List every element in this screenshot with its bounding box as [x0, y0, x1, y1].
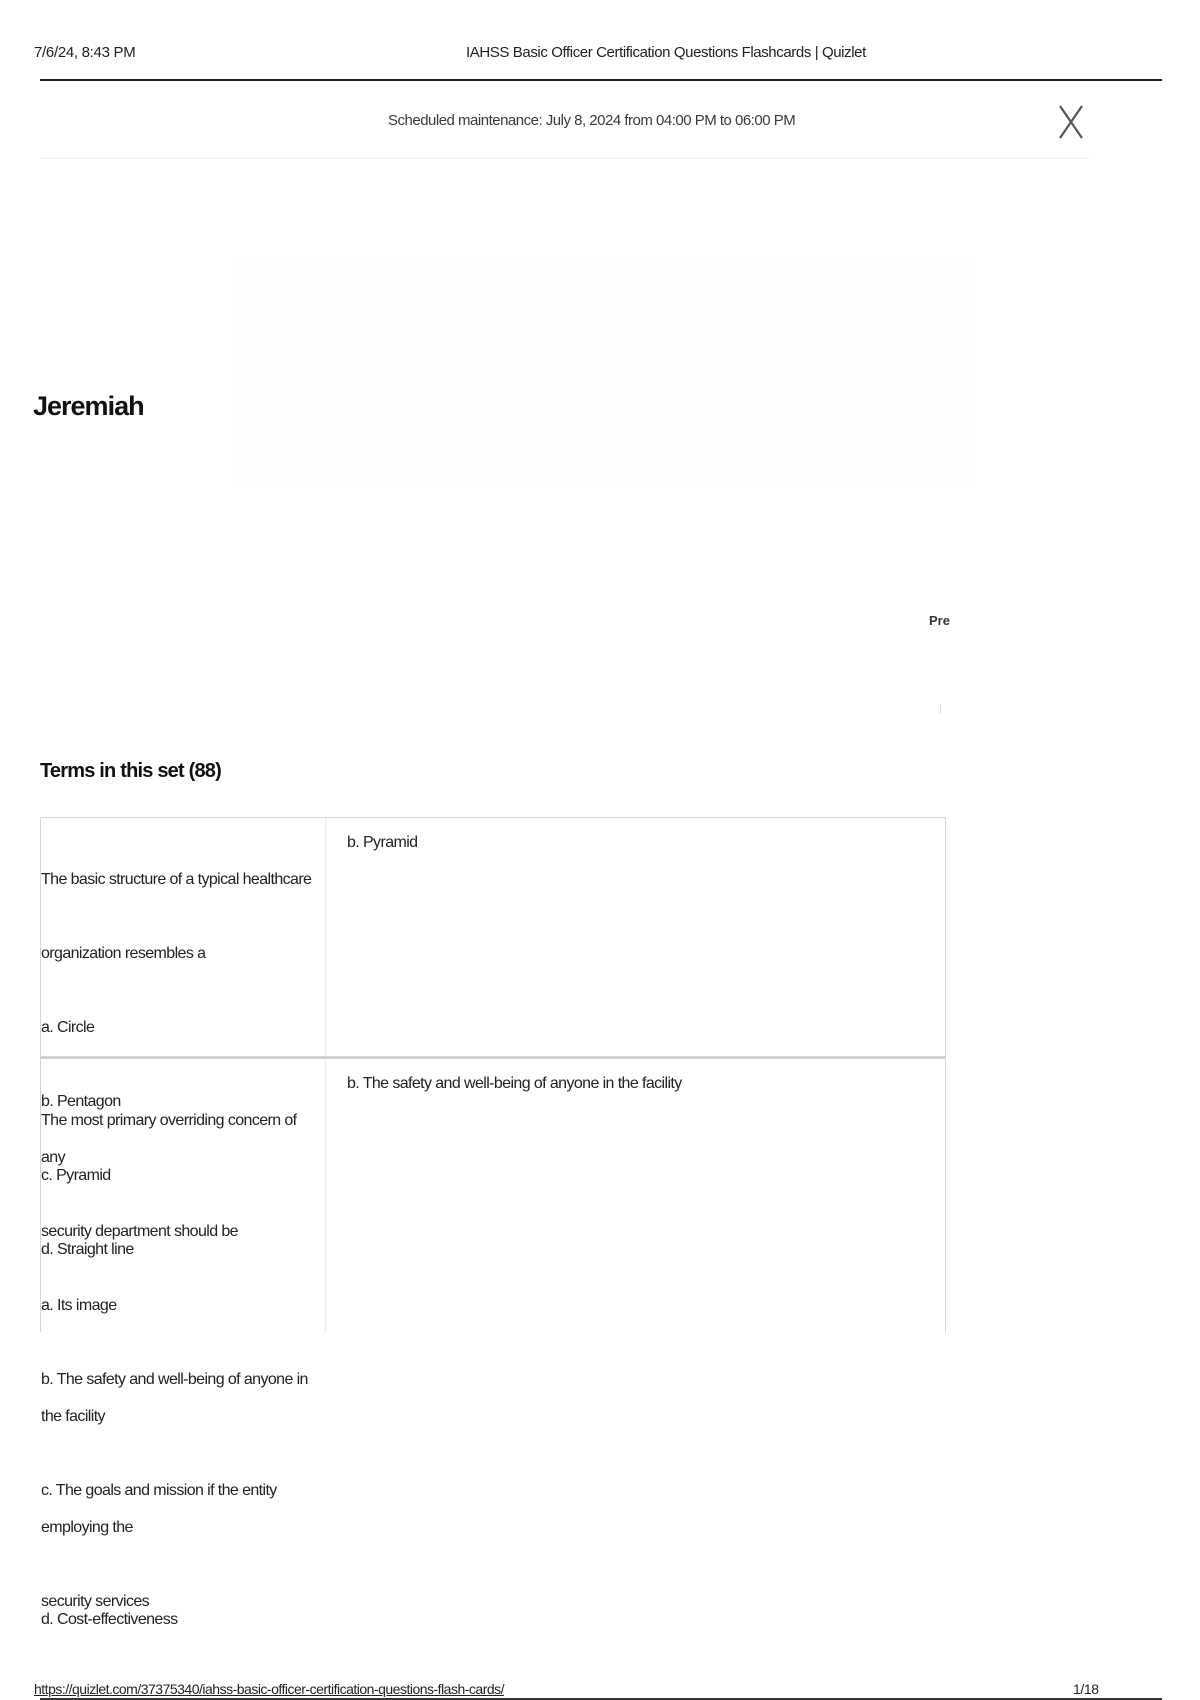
term-line: b. Pentagon	[41, 1093, 121, 1110]
ad-placeholder	[238, 258, 976, 488]
term-line: b. The safety and well-being of anyone in the facility	[41, 1371, 308, 1425]
document-title: IAHSS Basic Officer Certification Questions Flashcards | Quizlet	[466, 44, 866, 61]
page-number: 1/18	[1073, 1681, 1099, 1697]
term-line: c. The goals and mission if the entity employing the	[41, 1482, 277, 1536]
term-line: a. Circle	[41, 1019, 95, 1036]
maintenance-banner	[40, 86, 1090, 159]
term-line: The most primary overriding concern of any	[41, 1112, 297, 1166]
print-footer	[34, 1676, 1162, 1700]
term-row[interactable]	[40, 1057, 946, 1628]
column-divider	[325, 1059, 326, 1332]
term-line: d. Cost-effectiveness	[41, 1611, 178, 1628]
term-line: security services	[41, 1593, 150, 1610]
term-line: The basic structure of a typical healthcare	[41, 871, 312, 888]
term-line: c. Pyramid	[41, 1167, 111, 1184]
definition-text: b. Pyramid	[347, 834, 418, 851]
side-divider	[940, 704, 941, 714]
term-line: security department should be	[41, 1223, 238, 1240]
close-icon[interactable]	[1054, 100, 1088, 144]
header-divider	[40, 79, 1162, 81]
term-line: d. Straight line	[41, 1241, 134, 1258]
term-line: a. Its image	[41, 1297, 117, 1314]
print-header	[34, 44, 1162, 66]
page-url[interactable]: https://quizlet.com/37375340/iahss-basic-officer-certification-questions-flash-cards/	[34, 1681, 505, 1697]
terms-table	[40, 817, 946, 1628]
column-divider	[325, 818, 326, 1056]
profile-user-name[interactable]: Jeremiah	[33, 391, 144, 421]
term-line: organization resembles a	[41, 945, 206, 962]
print-date: 7/6/24, 8:43 PM	[34, 44, 136, 61]
side-panel-label: Pre	[929, 613, 950, 628]
maintenance-message: Scheduled maintenance: July 8, 2024 from 04:00 PM to 06:00 PM	[388, 112, 796, 129]
definition-text: b. The safety and well-being of anyone in the facility	[347, 1075, 682, 1092]
term-text	[41, 1065, 323, 1669]
terms-heading: Terms in this set (88)	[40, 760, 221, 782]
